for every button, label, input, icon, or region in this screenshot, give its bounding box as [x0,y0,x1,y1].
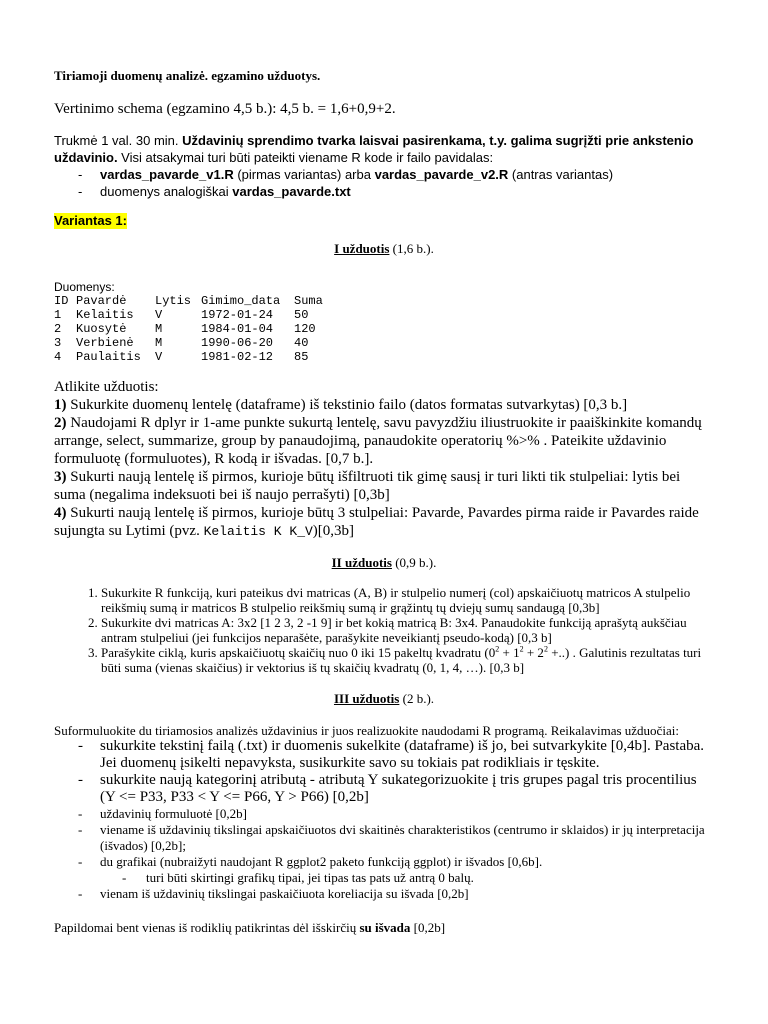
column-header: ID [54,294,69,308]
requirement-item: - vienam iš uždavinių tikslingai paskaičiuota koreliacija su išvada [0,2b] [78,886,714,902]
table-cell: M [155,336,163,350]
task2-item: 1. Sukurkite R funkciją, kuri pateikus dvi matricas (A, B) ir stulpelio numerį (col) apskaičiuotų matricos A stulpelio reikšmių sumą ir matricos B stulpelio reikšmių sumą ir grąžintų tų dviejų sumų sandaugą [0,3b] [101,585,714,615]
task2-points: (0,9 b.). [391,555,437,570]
file-name-data: vardas_pavarde.txt [232,184,351,199]
table-cell: 3 [54,336,62,350]
task2-list [54,585,714,675]
table-cell: Kelaitis [76,308,134,322]
task-text: Sukurti naują lentelę iš pirmos, kurioje būtų 3 stulpeliai: Pavarde, Pavardes pirma raide ir Pavardes raide sujungta su Lytimi (pvz. [54,505,699,539]
table-row [54,322,323,336]
task-number: 1) [54,397,67,413]
data-table [54,294,323,364]
table-cell: 40 [294,336,309,350]
task2-item: 2. Sukurkite dvi matricas A: 3x2 [1 2 3, 2 -1 9] ir bet kokią matricą B: 3x4. Panaudokite funkciją aprašytą aukščiau antram stulpeliui (jei funkcijos neparašėte, parašykite neveikiantį pseudo-kodą) [0,3 b] [101,615,714,645]
file-name-list [54,166,714,200]
task2-item-text: +..) . Galutinis rezultatas turi būti suma (vienas skaičius) ir vektorius iš tų skaičių kvadratų (0, 1, 4, …). [0,3 b] [101,645,702,675]
task-item [54,396,714,414]
superscript: 2 [519,644,524,654]
task2-item-text: Parašykite ciklą, kuris apskaičiuotų skaičių nuo 0 iki 15 pakeltų kvadratu (0 [101,645,496,660]
table-cell: Paulaitis [76,350,141,364]
tasks-intro: Atlikite užduotis: [54,379,159,395]
table-cell: Verbienė [76,336,134,350]
answer-format-text: Visi atsakymai turi būti pateikti viename R kode ir failo pavidalas: [117,150,494,165]
task-text: )[0,3b] [312,523,355,539]
file-name-v2: vardas_pavarde_v2.R [374,167,509,182]
task1-points: (1,6 b.). [389,241,434,256]
requirement-item: - uždavinių formuluotė [0,2b] [78,806,714,822]
variant-label: Variantas 1: [54,213,127,228]
task2-item [101,645,714,675]
column-header: Pavardė [76,294,127,308]
document-page [54,68,714,935]
requirement-item [78,854,714,886]
task-item [54,468,714,504]
table-cell: M [155,322,163,336]
task3-title: III užduotis [333,691,400,706]
code-example: Kelaitis K K_V [203,524,313,539]
task2-title: II užduotis [331,555,392,570]
grading-schema: Vertinimo schema (egzamino 4,5 b.): 4,5 b. = 1,6+0,9+2. [54,101,396,117]
file-name-item [78,166,714,183]
requirement-item: - viename iš uždavinių tikslingai apskaičiuotos dvi skaitinės charakteristikos (centrumo ir sklaidos) ir jų interpretacija (išvados) [0,2b]; [78,822,714,854]
final-bold: su išvada [359,920,411,935]
task3-heading [54,691,714,707]
requirement-sublist [100,870,714,886]
task-text: Sukurkite duomenų lentelę (dataframe) iš tekstinio failo (datos formatas sutvarkytas) [0,3 b.] [66,397,628,413]
file-name-item [78,183,714,200]
table-header-row [54,294,323,308]
task2-heading [54,555,714,571]
task1-heading [54,241,714,257]
table-row [54,308,323,322]
instructions [54,132,714,200]
table-cell: Kuosytė [76,322,127,336]
document-title: Tiriamoji duomenų analizė. egzamino užduotys. [54,68,321,83]
task2-item-text: + 1 [499,645,520,660]
table-cell: 50 [294,308,309,322]
task3-points: (2 b.). [399,691,435,706]
table-cell: 1990-06-20 [201,336,274,350]
task-item [54,504,714,541]
task-number: 4) [54,505,67,521]
file-name-v1: vardas_pavarde_v1.R [100,167,234,182]
requirement-item: - sukurkite tekstinį failą (.txt) ir duomenis sukelkite (dataframe) iš jo, bei sutvarkykite [0,4b]. Pastaba. Jei duomenų įsikelti nepavyksta, susikurkite savo su tokiais pat rodikliais ir tęskite. [78,738,714,772]
task-text: Naudojami R dplyr ir 1-ame punkte sukurtą lentelę, savu pavyzdžiu iliustruokite ir paaiškinkite komandų arrange, select, summarize, group by panaudojimą, panaudokite operatorių %>% . Pateikite uždavinio formuluotę (formuluotes), R kodą ir išvadas. [0,7 b.]. [54,415,702,467]
task2-item-text: + 2 [523,645,544,660]
table-cell: 85 [294,350,309,364]
task1-title: I užduotis [334,241,390,256]
requirement-text: du grafikai (nubraižyti naudojant R ggplot2 paketo funkciją ggplot) ir išvados [0,6b]. [100,854,543,869]
task1-list [54,378,714,541]
requirement-item: - sukurkite naują kategorinį atributą - atributą Y sukategorizuokite į tris grupes pagal tris procentilius (Y <= P33, P33 < Y <= P66, Y > P66) [0,2b] [78,772,714,806]
task-number: 2) [54,415,67,431]
table-cell: V [155,350,163,364]
task-text: Sukurti naują lentelę iš pirmos, kurioje būtų išfiltruoti tik gimę sausį ir turi likti tik stulpeliai: lytis bei suma (negalima indeksuoti bei iš naujo perrašyti) [0,3b] [54,469,681,503]
task-item [54,414,714,468]
order-note: Uždavinių sprendimo tvarka laisvai pasirenkama, t.y. galima sugrįžti prie ankstenio uždavinio. [54,133,694,165]
table-cell: 4 [54,350,62,364]
task-number: 3) [54,469,67,485]
final-points: [0,2b] [410,920,446,935]
table-cell: V [155,308,163,322]
superscript: 2 [495,644,500,654]
column-header: Lytis [155,294,192,308]
task3-intro: Suformuluokite du tiriamosios analizės uždavinius ir juos realizuokite naudodami R programą. Reikalavimas užduočiai: [54,723,679,738]
final-note [54,920,714,935]
table-cell: 1 [54,308,62,322]
file-name-text: (pirmas variantas) arba [233,167,375,182]
duration-text: Trukmė 1 val. 30 min. [54,133,183,148]
superscript: 2 [543,644,548,654]
table-cell: 2 [54,322,62,336]
table-cell: 1981-02-12 [201,350,274,364]
table-cell: 1984-01-04 [201,322,274,336]
table-cell: 1972-01-24 [201,308,274,322]
file-name-text: (antras variantas) [508,167,614,182]
column-header: Gimimo_data [201,294,281,308]
data-label: Duomenys: [54,280,115,294]
table-row [54,336,323,350]
requirement-subitem: - turi būti skirtingi grafikų tipai, jei tipas tas pats už antrą 0 balų. [122,870,714,886]
final-text: Papildomai bent vienas iš rodiklių patikrintas dėl išskirčių [54,920,360,935]
file-name-text: duomenys analogiškai [100,184,233,199]
table-cell: 120 [294,322,316,336]
table-row [54,350,323,364]
requirements-list [54,738,714,902]
column-header: Suma [294,294,323,308]
